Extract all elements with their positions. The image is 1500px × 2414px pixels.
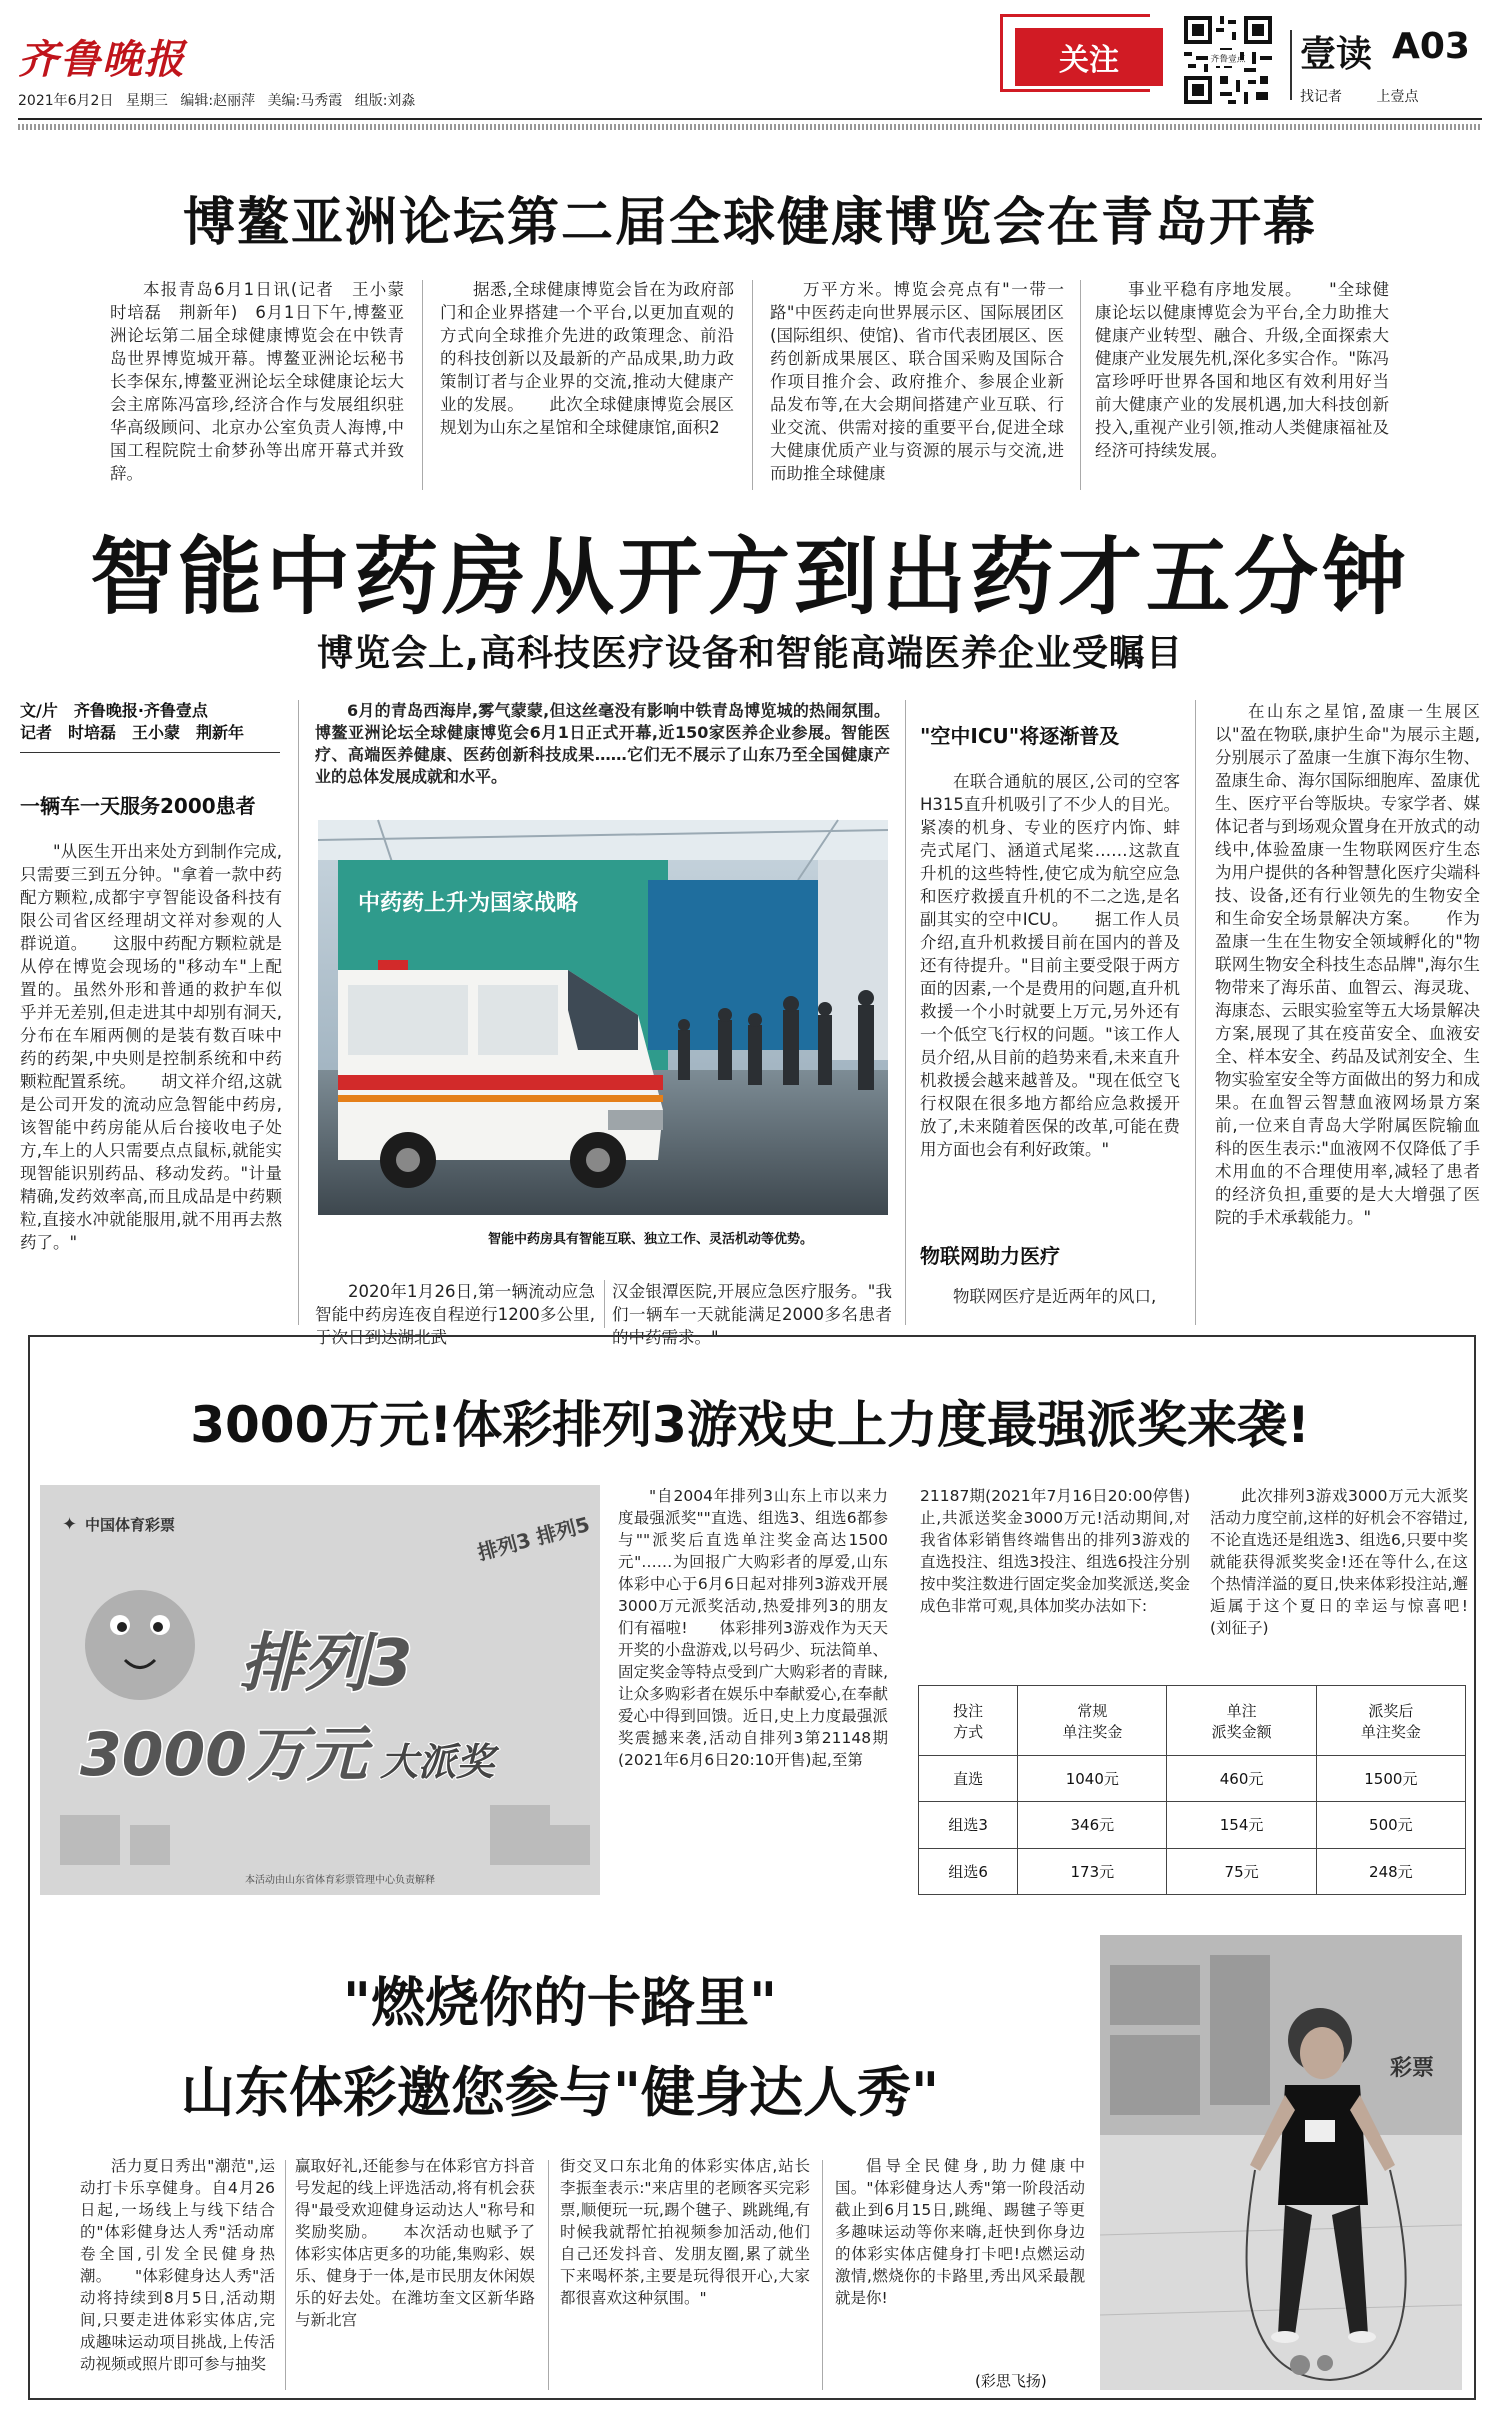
article2-col4: 在联合通航的展区,公司的空客H315直升机吸引了不少人的目光。紧凑的机身、专业的医疗内饰、蚌壳式尾门、涵道式尾桨……这款直升机的这些特性,使它成为航空应急和医疗救援直升机的不二之选,是名副其实的空中ICU。 据工作人员介绍,直升机救援目前在国内的普及还有待提升。"目前主要受限于两方面的因素,一个是费用的问题,直升机救援一个小时就要上万元,另外还有一个低空飞行权的问题。"该工作人员介绍,从目前的趋势来看,未来直升机救援会越来越普及。"现在低空飞行权限在很多地方都给应急救援开放了,未来随着医保的改革,可能在费用方面也会有利好政策。" <box>920 772 1180 1159</box>
fitness-col3: 街交叉口东北角的体彩实体店,站长李振奎表示:"来店里的老顾客买完彩票,顺便玩一玩,踢个毽子、跳跳绳,有时候我就帮忙拍视频参加活动,他们自己还发抖音、发朋友圈,累了就坐下来喝杯茶,主要是玩得很开心,大家都很喜欢这种氛围。" <box>560 2157 810 2307</box>
follow-button[interactable]: 关注 <box>1015 28 1163 86</box>
article2-col2: 2020年1月26日,第一辆流动应急智能中药房连夜自程逆行1200多公里,于次日到达湖北武 <box>315 1282 595 1347</box>
photo-banner-text: 中药药上升为国家战略 <box>358 891 579 916</box>
table-cell: 直选 <box>919 1756 1018 1802</box>
photo-caption: 智能中药房具有智能互联、独立工作、灵活机动等优势。 <box>488 1232 814 1247</box>
jump-rope-photo <box>1100 1935 1462 2390</box>
col-divider <box>548 2160 549 2390</box>
col-divider <box>285 2160 286 2390</box>
lottery-ad-amount: 3000万元 <box>80 1720 367 1790</box>
proofreader-credit: 组版:刘淼 <box>354 93 416 109</box>
prize-header-cell: 投注 方式 <box>919 1686 1018 1756</box>
table-cell: 460元 <box>1167 1756 1316 1802</box>
article2-subhead2: "空中ICU"将逐渐普及 <box>920 724 1120 748</box>
editor-credit: 编辑:赵丽萍 <box>180 93 256 109</box>
article2-subheadline: 博览会上,高科技医疗设备和智能高端医养企业受瞩目 <box>317 633 1183 674</box>
reporter-tag: 找记者 上壹点 <box>1300 89 1419 105</box>
section-name: 壹读 <box>1300 34 1373 75</box>
lottery-brand: 中国体育彩票 <box>85 1516 176 1534</box>
col-divider <box>905 700 906 1325</box>
col-divider <box>822 2160 823 2390</box>
table-cell: 248元 <box>1316 1848 1465 1894</box>
table-cell: 346元 <box>1018 1802 1167 1848</box>
lottery-headline: 3000万元!体彩排列3游戏史上力度最强派奖来袭! <box>190 1396 1310 1454</box>
fitness-headline-1: "燃烧你的卡路里" <box>342 1971 778 2034</box>
prize-header-cell: 单注 派奖金额 <box>1167 1686 1316 1756</box>
masthead-rule-dotted <box>18 124 1482 130</box>
article1-col3: 万平方米。博览会亮点有"一带一路"中医药走向世界展示区、国际展团区(国际组织、使馆)、省市代表团展区、医药创新成果展区、联合国采购及国际合作项目推介会、政府推介、参展企业新品发布等,在大会期间搭建产业互联、行业交流、供需对接的重要平台,促进全球大健康优质产业与资源的展示与交流,进而助推全球健康 <box>770 280 1064 483</box>
col-divider <box>422 280 423 490</box>
page-number: A03 <box>1392 26 1470 67</box>
fitness-col1: 活力夏日秀出"潮范",运动打卡乐享健身。自4月26日起,一场线上与线下结合的"体彩健身达人秀"活动席卷全国,引发全民健身热潮。 "体彩健身达人秀"活动将持续到8月5日,活动期间,只要走进体彩实体店,完成趣味运动项目挑战,上传活动视频或照片即可参与抽奖 <box>80 2157 275 2373</box>
qr-code[interactable] <box>1180 12 1276 108</box>
article2-col4b: 物联网医疗是近两年的风口, <box>953 1287 1157 1306</box>
table-cell: 1500元 <box>1316 1756 1465 1802</box>
col-divider <box>298 700 299 1325</box>
prize-header-cell: 派奖后 单注奖金 <box>1316 1686 1465 1756</box>
article2-col5: 在山东之星馆,盈康一生展区以"盈在物联,康护生命"为展示主题,分别展示了盈康一生旗下海尔生物、盈康生命、海尔国际细胞库、盈康优生、医疗平台等版块。专家学者、媒体记者与到场观众置身在开放式的动线中,体验盈康一生物联网医疗生态为用户提供的各种智慧化医疗尖端科技、设备,还有行业领先的生物安全和生命安全场景解决方案。 作为盈康一生在生物安全领域孵化的"物联网生物安全科技生态品牌",海尔生物带来了海乐苗、血智云、海灵珑、海康态、云眼实验室等五大场景解决方案,展现了其在疫苗安全、血液安全、样本安全、药品及试剂安全、生物实验室安全等方面做出的努力和成果。在血智云智慧血液网场景方案前,一位来自青岛大学附属医院输血科的医生表示:"血液网不仅降低了手术用血的不合理使用率,减轻了患者的经济负担,重要的是大大增强了医院的手术承载能力。" <box>1215 702 1480 1227</box>
article2-byline: 文/片 齐鲁晚报·齐鲁壹点 记者 时培磊 王小蒙 荆新年 <box>20 701 245 742</box>
designer-credit: 美编:马秀霞 <box>267 93 343 109</box>
table-cell: 173元 <box>1018 1848 1167 1894</box>
article2-subhead3: 物联网助力医疗 <box>920 1244 1060 1268</box>
svg-text:✦: ✦ <box>62 1514 78 1535</box>
table-row <box>919 1802 1466 1848</box>
article2-subhead1: 一辆车一天服务2000患者 <box>20 794 256 818</box>
article1-col2: 据悉,全球健康博览会旨在为政府部门和企业界搭建一个平台,以更加直观的方式向全球推介先进的政策理念、前沿的科技创新以及最新的产品成果,助力政策制订者与企业界的交流,推动大健康产业的发展。 此次全球健康博览会展区规划为山东之星馆和全球健康馆,面积2 <box>440 280 734 437</box>
table-cell: 500元 <box>1316 1802 1465 1848</box>
table-cell: 75元 <box>1167 1848 1316 1894</box>
byline-rule <box>20 752 280 753</box>
lottery-ad-footer: 本活动由山东省体育彩票管理中心负责解释 <box>245 1875 435 1886</box>
masthead-rule <box>18 118 1482 120</box>
fitness-col4: 倡导全民健身,助力健康中国。"体彩健身达人秀"第一阶段活动截止到6月15日,跳绳、踢毽子等更多趣味运动等你来嗨,赶快到你身边的体彩实体店健身打卡吧!点燃运动激情,燃烧你的卡路里,秀出风采最靓就是你! <box>835 2157 1085 2307</box>
qr-label: 齐鲁壹点 <box>1210 54 1246 65</box>
article2-headline: 智能中药房从开方到出药才五分钟 <box>89 528 1410 626</box>
table-cell: 组选6 <box>919 1848 1018 1894</box>
issue-weekday: 星期三 <box>125 93 168 109</box>
article2-col1: "从医生开出来处方到制作完成,只需要三到五分钟。"拿着一款中药配方颗粒,成都宇亨智能设备科技有限公司省区经理胡文祥对参观的人群说道。 这服中药配方颗粒就是从停在博览会现场的"移动车"上配置的。虽然外形和普通的救护车似乎并无差别,但走进其中却别有洞天,分布在车厢两侧的是装有数百味中药的药架,中央则是控制系统和中药颗粒配置系统。 胡文祥介绍,这就是公司开发的流动应急智能中药房,该智能中药房能从后台接收电子处方,车上的人只需要点点鼠标,就能实现智能识别药品、移动发药。"计量精确,发药效率高,而且成品是中药颗粒,直接水冲就能服用,就不用再去熬药了。" <box>20 842 282 1252</box>
col-divider <box>1195 700 1196 1325</box>
prize-table-wrap <box>918 1685 1466 1895</box>
masthead-divider <box>1290 30 1292 100</box>
lottery-col3: 此次排列3游戏3000万元大派奖活动力度空前,这样的好机会不容错过,不论直选还是组选3、组选6,只要中奖就能获得派奖奖金!还在等什么,在这个热情洋溢的夏日,快来体彩投注站,邂逅属于这个夏日的幸运与惊喜吧! (刘征子) <box>1210 1487 1484 1637</box>
col-divider <box>1080 280 1081 490</box>
col-divider <box>604 1280 605 1328</box>
prize-header-cell: 常规 单注奖金 <box>1018 1686 1167 1756</box>
lottery-ad-tag: 大派奖 <box>380 1740 495 1784</box>
smart-pharmacy-photo <box>318 820 888 1215</box>
prize-table-header <box>919 1686 1466 1756</box>
fitness-signature: (彩思飞扬) <box>975 2372 1047 2390</box>
newspaper-logo: 齐鲁晚报 <box>18 36 186 83</box>
lottery-badge: 排列3 排列5 <box>475 1511 593 1565</box>
shop-sign-text: 彩票 <box>1390 2056 1435 2081</box>
issue-date: 2021年6月2日 <box>18 93 114 109</box>
lottery-ad[interactable] <box>40 1485 600 1895</box>
fitness-col2: 赢取好礼,还能参与在体彩官方抖音号发起的线上评选活动,将有机会获得"最受欢迎健身运动达人"称号和奖励奖励。 本次活动也赋予了体彩实体店更多的功能,集购彩、娱乐、健身于一体,是市民朋友休闲娱乐的好去处。在潍坊奎文区新华路与新北宫 <box>295 2157 535 2329</box>
table-cell: 组选3 <box>919 1802 1018 1848</box>
table-row <box>919 1848 1466 1894</box>
table-cell: 1040元 <box>1018 1756 1167 1802</box>
issue-info <box>18 90 415 110</box>
table-cell: 154元 <box>1167 1802 1316 1848</box>
article1-headline: 博鳌亚洲论坛第二届全球健康博览会在青岛开幕 <box>182 192 1317 253</box>
article1-col4: 事业平稳有序地发展。 "全球健康论坛以健康博览会为平台,全力助推大健康产业转型、融合、升级,全面探索大健康产业发展先机,深化多实合作。"陈冯富珍呼吁世界各国和地区有效利用好当前大健康产业的发展机遇,加大科技创新投入,重视产业引领,推动人类健康福祉及经济可持续发展。 <box>1095 280 1389 460</box>
article1-col1: 本报青岛6月1日讯(记者 王小蒙 时培磊 荆新年) 6月1日下午,博鳌亚洲论坛第二届全球健康博览会在中铁青岛世界博览城开幕。博鳌亚洲论坛秘书长李保东,博鳌亚洲论坛全球健康论坛大会主席陈冯富珍,经济合作与发展组织驻华高级顾问、北京办公室负责人海博,中国工程院院士俞梦孙等出席开幕式并致辞。 <box>110 280 421 483</box>
col-divider <box>752 280 753 490</box>
lottery-col2: 21187期(2021年7月16日20:00停售)止,共派送奖金3000万元!活动期间,对我省体彩销售终端售出的排列3游戏的直选投注、组选3投注、组选6投注分别按中奖注数进行固定奖金加奖派送,奖金成色非常可观,具体加奖办法如下: <box>920 1487 1190 1615</box>
table-row <box>919 1756 1466 1802</box>
lottery-ad-title: 排列3 <box>240 1627 413 1701</box>
article2-col3: 汉金银潭医院,开展应急医疗服务。"我们一辆车一天就能满足2000多名患者的中药需求。" <box>612 1282 892 1347</box>
fitness-headline-2: 山东体彩邀您参与"健身达人秀" <box>180 2061 940 2124</box>
prize-table <box>918 1685 1466 1895</box>
lottery-col1: "自2004年排列3山东上市以来力度最强派奖""直选、组选3、组选6都参与""派奖后直选单注奖金高达1500元"……为回报广大购彩者的厚爱,山东体彩中心于6月6日起对排列3游戏开展3000万元派奖活动,热爱排列3的朋友们有福啦! 体彩排列3游戏作为天天开奖的小盘游戏,以号码少、玩法简单、固定奖金等特点受到广大购彩者的青睐,让众多购彩者在娱乐中奉献爱心,在奉献爱心中得到回馈。近日,史上力度最强派奖震撼来袭,活动自排列3第21148期(2021年6月6日20:10开售)起,至第 <box>618 1487 888 1769</box>
article2-lead: 6月的青岛西海岸,雾气蒙蒙,但这丝毫没有影响中铁青岛博览城的热闹氛围。博鳌亚洲论坛全球健康博览会6月1日正式开幕,近150家医养企业参展。智能医疗、高端医养健康、医药创新科技成果……它们无不展示了山东乃至全国健康产业的总体发展成就和水平。 <box>315 701 890 786</box>
